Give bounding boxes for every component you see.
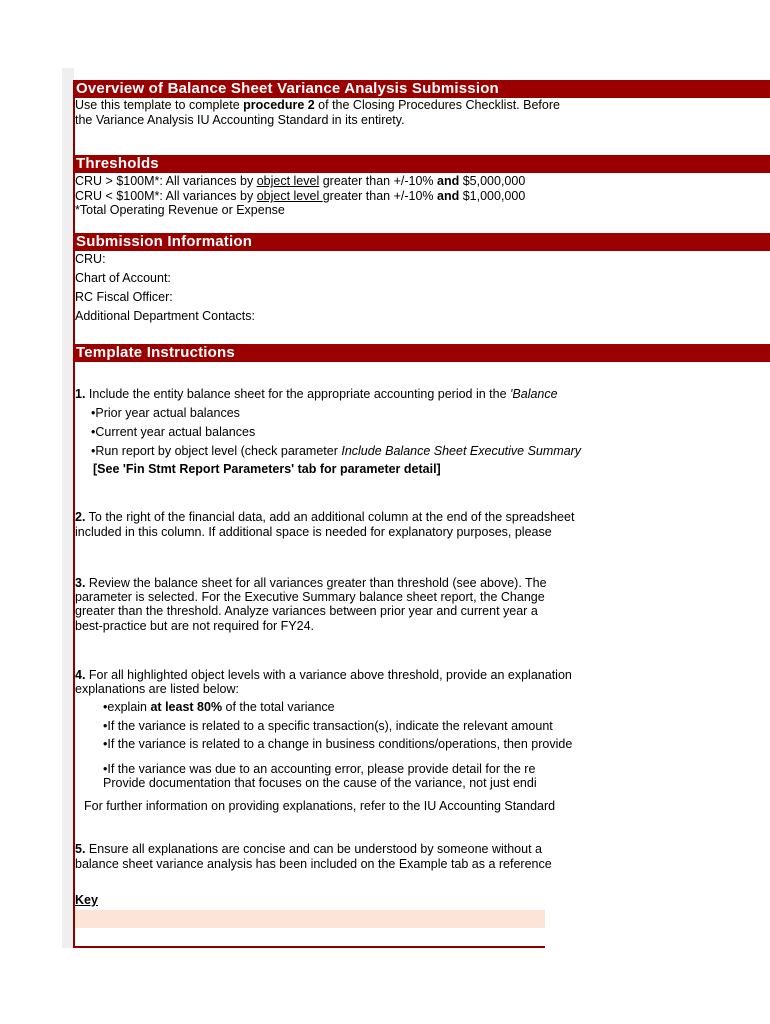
key-label: Key: [75, 893, 98, 907]
step-4-bullet-4: • If the variance was due to an accounting error, please provide detail for the re: [103, 762, 545, 777]
step-4-further-info: For further information on providing explanations, refer to the IU Accounting Standard: [84, 799, 556, 813]
step-3-line-3: greater than the threshold. Analyze variances between prior year and current year a: [75, 604, 538, 618]
key-highlight-swatch: [75, 910, 545, 928]
field-rc-fiscal-officer[interactable]: RC Fiscal Officer:: [75, 290, 173, 304]
step-4-bullet-2: • If the variance is related to a specific transaction(s), indicate the relevant amount: [103, 719, 545, 734]
step-1-text: 1. Include the entity balance sheet for the appropriate accounting period in the 'Balance: [75, 387, 558, 401]
field-additional-contacts[interactable]: Additional Department Contacts:: [75, 309, 255, 323]
field-cru[interactable]: CRU:: [75, 252, 106, 266]
overview-text-line1: Use this template to complete procedure 2 of the Closing Procedures Checklist. Before: [75, 98, 560, 112]
instructions-heading: Template Instructions: [74, 344, 770, 362]
submission-heading: Submission Information: [74, 233, 770, 251]
thresholds-heading: Thresholds: [74, 155, 770, 173]
overview-heading: Overview of Balance Sheet Variance Analysis Submission: [74, 80, 770, 98]
step-1-bullet-3: • Run report by object level (check parameter Include Balance Sheet Executive Summary: [91, 444, 545, 459]
threshold-line-1: CRU > $100M*: All variances by object level greater than +/-10% and $5,000,000: [75, 174, 526, 188]
step-2-line-2: included in this column. If additional space is needed for explanatory purposes, please: [75, 525, 552, 539]
threshold-line-2: CRU < $100M*: All variances by object level greater than +/-10% and $1,000,000: [75, 189, 526, 203]
step-4-line-1: 4. For all highlighted object levels with a variance above threshold, provide an explanation: [75, 668, 572, 682]
step-5-line-2: balance sheet variance analysis has been included on the Example tab as a reference: [75, 857, 552, 871]
step-1-see-parameters: [See 'Fin Stmt Report Parameters' tab for parameter detail]: [93, 462, 441, 476]
bottom-border: [73, 946, 545, 948]
step-1-bullet-2: • Current year actual balances: [91, 425, 545, 440]
step-3-line-1: 3. Review the balance sheet for all variances greater than threshold (see above). The: [75, 576, 547, 590]
step-4-bullet-1: • explain at least 80% of the total variance: [103, 700, 545, 715]
step-2-line-1: 2. To the right of the financial data, add an additional column at the end of the spreadsheet: [75, 510, 575, 524]
object-level-link[interactable]: object level: [256, 189, 323, 203]
step-4-bullet-4-cont: Provide documentation that focuses on the cause of the variance, not just endi: [103, 776, 537, 790]
step-5-line-1: 5. Ensure all explanations are concise and can be understood by someone without a: [75, 842, 542, 856]
step-4-line-2: explanations are listed below:: [75, 682, 239, 696]
step-4-bullet-3: • If the variance is related to a change in business conditions/operations, then provide: [103, 737, 545, 752]
threshold-footnote: *Total Operating Revenue or Expense: [75, 203, 285, 217]
object-level-link[interactable]: object level: [256, 174, 320, 188]
step-1-bullet-1: • Prior year actual balances: [91, 406, 545, 421]
overview-text-line2: the Variance Analysis IU Accounting Standard in its entirety.: [75, 113, 405, 127]
step-3-line-2: parameter is selected. For the Executive Summary balance sheet report, the Change: [75, 590, 545, 604]
step-3-line-4: best-practice but are not required for FY24.: [75, 619, 315, 633]
field-chart-of-account[interactable]: Chart of Account:: [75, 271, 171, 285]
